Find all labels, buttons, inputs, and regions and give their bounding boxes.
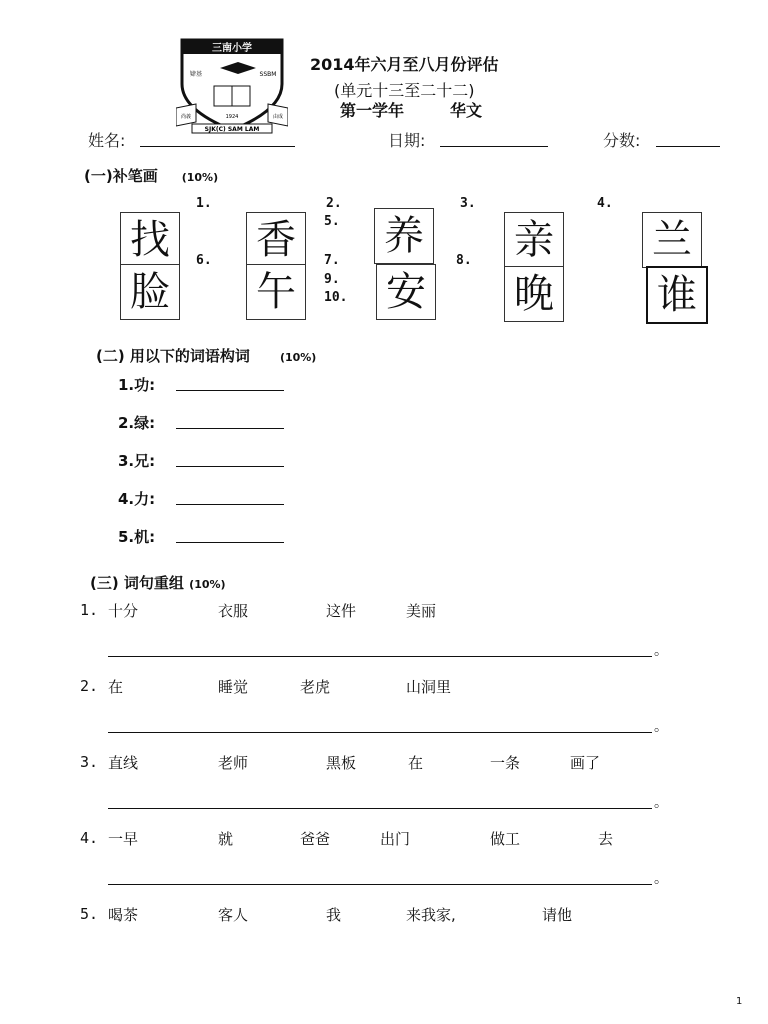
item-number: 9.: [324, 272, 340, 287]
name-label: 姓名:: [88, 131, 126, 150]
q3-word: 睡觉: [218, 678, 249, 696]
q2-item: 3.兄:: [118, 452, 156, 470]
q3-word: 就: [218, 830, 234, 848]
q3-end-mark: 。: [654, 643, 668, 659]
q3-word: 做工: [490, 830, 521, 848]
q3-word: 一早: [108, 830, 139, 848]
section-2-marks: (10%): [279, 351, 317, 364]
q2-answer-line[interactable]: [176, 466, 284, 467]
char-box[interactable]: 谁: [646, 266, 708, 324]
section-1-marks: (10%): [181, 171, 219, 184]
q3-answer-line[interactable]: [108, 808, 652, 809]
section-3-marks: (10%): [189, 578, 226, 591]
item-number: 6.: [196, 253, 212, 268]
char-box[interactable]: 脸: [120, 264, 180, 320]
name-field[interactable]: [140, 146, 295, 147]
svg-text:SSBM: SSBM: [259, 71, 277, 78]
q2-item: 2.绿:: [118, 414, 156, 432]
q3-word: 山洞里: [406, 678, 452, 696]
q3-end-mark: 。: [654, 719, 668, 735]
char-box[interactable]: 兰: [642, 212, 702, 268]
q3-word: 去: [598, 830, 614, 848]
score-label: 分数:: [603, 131, 641, 150]
school-logo: [176, 38, 288, 134]
item-number: 2.: [326, 196, 342, 211]
q3-word: 喝茶: [108, 906, 139, 924]
q3-answer-line[interactable]: [108, 732, 652, 733]
q3-word: 美丽: [406, 602, 437, 620]
section-3-title: [90, 572, 226, 593]
q2-answer-line[interactable]: [176, 504, 284, 505]
q3-number: 5.: [80, 905, 99, 923]
q3-word: 一条: [490, 754, 521, 772]
svg-text:尚義: 尚義: [180, 114, 192, 120]
item-number: 8.: [456, 253, 472, 268]
char-box[interactable]: 找: [120, 212, 180, 268]
q3-word: 我: [326, 906, 342, 924]
q3-word: 爸爸: [300, 830, 331, 848]
section-1-title-text: (一)补笔画: [84, 167, 158, 185]
q3-word: 客人: [218, 906, 249, 924]
item-number: 3.: [460, 196, 476, 211]
char-box[interactable]: 安: [376, 264, 436, 320]
q3-word: 老师: [218, 754, 249, 772]
q3-word: 来我家,: [406, 906, 456, 924]
q3-word: 直线: [108, 754, 139, 772]
section-1-title: [84, 165, 218, 186]
q3-word: 衣服: [218, 602, 249, 620]
q3-word: 这件: [326, 602, 357, 620]
date-field[interactable]: [440, 146, 548, 147]
subject-label: 华文: [450, 101, 483, 120]
item-number: 10.: [324, 290, 348, 305]
section-3-title-text: (三) 词句重组: [90, 574, 184, 592]
q3-word: 出门: [380, 830, 411, 848]
q2-answer-line[interactable]: [176, 428, 284, 429]
svg-text:三南小学: 三南小学: [212, 43, 252, 54]
item-number: 1.: [196, 196, 212, 211]
svg-text:1924: 1924: [225, 114, 239, 120]
q3-word: 在: [108, 678, 124, 696]
char-box[interactable]: 养: [374, 208, 434, 264]
q3-word: 黑板: [326, 754, 357, 772]
school-year-label: 第一学年: [340, 101, 405, 120]
item-number: 7.: [324, 253, 340, 268]
page-subtitle: (单元十三至二十二): [334, 81, 475, 100]
svg-text:肄基: 肄基: [189, 71, 203, 78]
q3-number: 2.: [80, 677, 99, 695]
section-2-title: [96, 345, 316, 366]
q3-end-mark: 。: [654, 795, 668, 811]
char-box[interactable]: 香: [246, 212, 306, 268]
item-number: 5.: [324, 214, 340, 229]
score-field[interactable]: [656, 146, 720, 147]
q3-answer-line[interactable]: [108, 656, 652, 657]
page-number: 1: [736, 996, 743, 1007]
q3-word: 十分: [108, 602, 139, 620]
q2-item: 5.机:: [118, 528, 156, 546]
q3-word: 老虎: [300, 678, 331, 696]
char-box[interactable]: 亲: [504, 212, 564, 268]
q2-item: 4.力:: [118, 490, 156, 508]
q3-word: 画了: [570, 754, 601, 772]
q3-word: 请他: [542, 906, 573, 924]
item-number: 4.: [597, 196, 613, 211]
svg-text:SJK(C) SAM LAM: SJK(C) SAM LAM: [204, 126, 260, 133]
date-label: 日期:: [388, 131, 426, 150]
q3-answer-line[interactable]: [108, 884, 652, 885]
q3-end-mark: 。: [654, 871, 668, 887]
char-box[interactable]: 午: [246, 264, 306, 320]
q3-number: 3.: [80, 753, 99, 771]
q2-item: 1.功:: [118, 376, 156, 394]
char-box[interactable]: 晚: [504, 266, 564, 322]
svg-text:由成: 由成: [272, 114, 284, 120]
q3-number: 1.: [80, 601, 99, 619]
q3-word: 在: [408, 754, 424, 772]
q2-answer-line[interactable]: [176, 542, 284, 543]
q2-answer-line[interactable]: [176, 390, 284, 391]
page-title: 2014年六月至八月份评估: [310, 55, 499, 74]
section-2-title-text: (二) 用以下的词语构词: [96, 347, 250, 365]
q3-number: 4.: [80, 829, 99, 847]
